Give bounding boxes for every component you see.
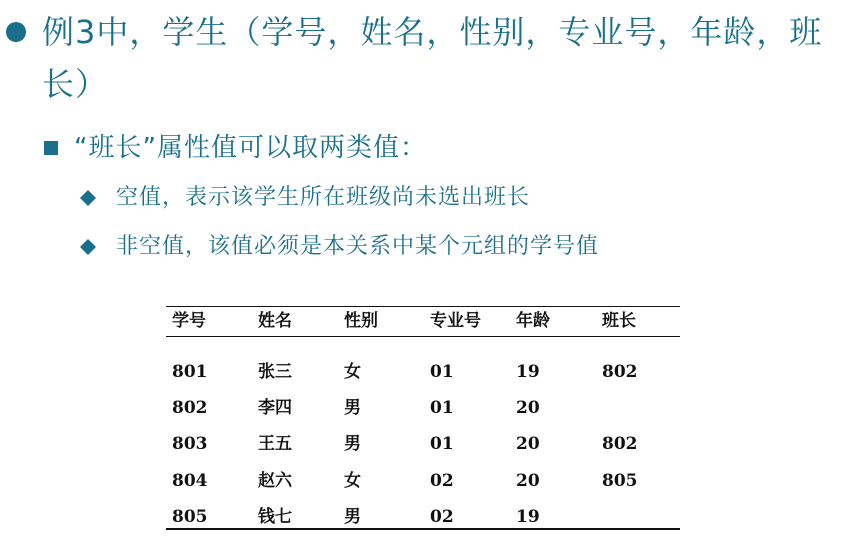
student-table: [166, 306, 680, 530]
table-header-cell: 学号: [172, 311, 206, 331]
table-cell: 男: [344, 434, 361, 454]
table-header-cell: 性别: [344, 311, 378, 331]
table-header-rule: [166, 336, 680, 337]
diamond-bullet-icon: [80, 239, 96, 255]
table-cell: 张三: [258, 362, 292, 382]
bullet-level3-text: 非空值，该值必须是本关系中某个元组的学号值: [116, 234, 600, 259]
table-cell: 女: [344, 471, 361, 491]
table-cell: 王五: [258, 434, 292, 454]
table-bottom-rule: [166, 528, 680, 530]
table-cell: 802: [172, 398, 208, 418]
table-cell: 19: [516, 362, 540, 382]
table-cell: 20: [516, 471, 540, 491]
table-header-cell: 专业号: [430, 311, 481, 331]
table-cell: 19: [516, 507, 540, 527]
bullet-level3-text: 空值，表示该学生所在班级尚未选出班长: [116, 185, 531, 210]
table-cell: 805: [172, 507, 208, 527]
diamond-bullet-icon: [80, 190, 96, 206]
table-header-cell: 姓名: [258, 311, 292, 331]
table-header-cell: 班长: [602, 311, 636, 331]
table-cell: 802: [602, 362, 638, 382]
square-bullet-icon: [44, 141, 58, 155]
bullet-level1-text: 例3中，学生（学号，姓名，性别，专业号，年龄，班长）: [42, 13, 823, 103]
table-cell: 李四: [258, 398, 292, 418]
table-cell: 女: [344, 362, 361, 382]
table-cell: 803: [172, 434, 208, 454]
table-header-cell: 年龄: [516, 311, 550, 331]
table-cell: 801: [172, 362, 208, 382]
table-cell: 男: [344, 398, 361, 418]
circle-bullet-icon: [6, 22, 26, 42]
table-cell: 01: [430, 398, 454, 418]
table-cell: 804: [172, 471, 208, 491]
bullet-level2-text: “班长”属性值可以取两类值：: [74, 133, 427, 163]
table-cell: 01: [430, 362, 454, 382]
table-cell: 男: [344, 507, 361, 527]
table-cell: 02: [430, 507, 454, 527]
table-top-rule: [166, 306, 680, 307]
table-cell: 02: [430, 471, 454, 491]
table-cell: 20: [516, 434, 540, 454]
table-cell: 802: [602, 434, 638, 454]
table-cell: 805: [602, 471, 638, 491]
table-cell: 01: [430, 434, 454, 454]
table-cell: 赵六: [258, 471, 292, 491]
table-cell: 20: [516, 398, 540, 418]
table-cell: 钱七: [258, 507, 292, 527]
